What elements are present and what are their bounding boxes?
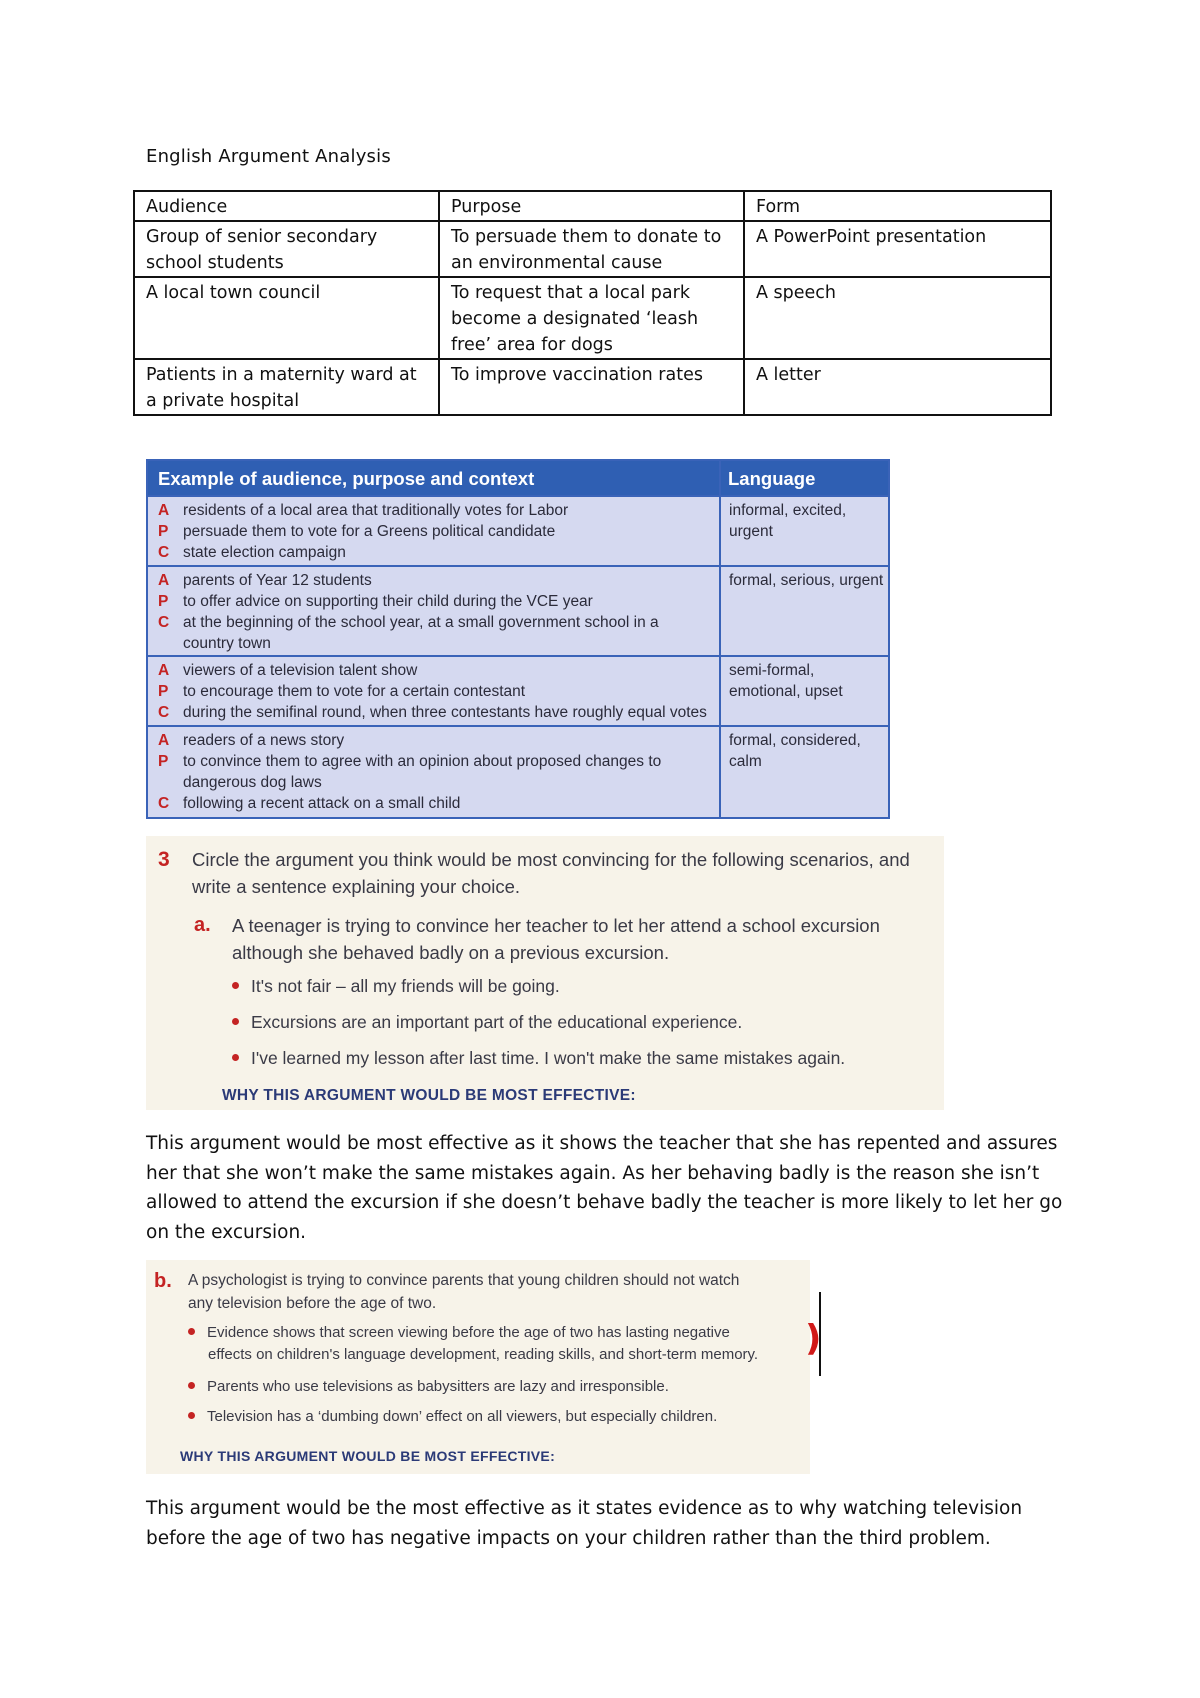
table-header-row xyxy=(134,191,1051,221)
scenario-b-line2: any television before the age of two. xyxy=(188,1295,437,1312)
bullet-dot-icon xyxy=(188,1412,195,1419)
apc-line-text: viewers of a television talent show xyxy=(183,662,418,679)
argument-option[interactable] xyxy=(188,1376,669,1398)
apc-letter: C xyxy=(158,544,170,561)
exercise-3b-image xyxy=(146,1260,810,1474)
argument-option[interactable] xyxy=(232,1012,742,1033)
apc-line xyxy=(158,660,713,681)
apc-table-header xyxy=(148,461,888,495)
apc-language-cell: formal, considered, calm xyxy=(729,732,861,770)
apc-line xyxy=(158,730,713,751)
scenario-b-line1: A psychologist is trying to convince parents that young children should not watch xyxy=(188,1272,740,1289)
exercise-3a-image xyxy=(146,836,944,1110)
argument-option-text: Evidence shows that screen viewing before the age of two has lasting negative xyxy=(207,1324,730,1341)
table-row xyxy=(134,221,1051,277)
apc-header-right: Language xyxy=(728,468,816,489)
apc-line xyxy=(158,570,713,591)
apc-language-cell: formal, serious, urgent xyxy=(729,572,884,589)
bullet-dot-icon xyxy=(188,1328,195,1335)
audience-cell: Patients in a maternity ward at a private hospital xyxy=(134,359,439,415)
apc-line-text: to offer advice on supporting their child during the VCE year xyxy=(183,593,593,610)
argument-option[interactable] xyxy=(232,976,560,997)
apc-row xyxy=(148,565,888,657)
why-effective-label: WHY THIS ARGUMENT WOULD BE MOST EFFECTIVE: xyxy=(180,1448,556,1464)
header-form: Form xyxy=(744,191,1051,221)
bullet-dot-icon xyxy=(188,1382,195,1389)
apc-line-text: persuade them to vote for a Greens political candidate xyxy=(183,523,556,540)
apc-letter: P xyxy=(158,523,169,540)
apc-line xyxy=(158,681,713,702)
scenario-a-line1: A teenager is trying to convince her teacher to let her attend a school excursion xyxy=(232,915,880,936)
apc-language-cell: informal, excited, urgent xyxy=(729,502,847,540)
apc-line-text: following a recent attack on a small child xyxy=(183,795,461,812)
argument-option-text: Parents who use televisions as babysitters are lazy and irresponsible. xyxy=(207,1378,669,1395)
apc-line xyxy=(158,542,713,563)
argument-option[interactable] xyxy=(232,1048,845,1069)
audience-cell: Group of senior secondary school students xyxy=(134,221,439,277)
form-cell: A letter xyxy=(744,359,1051,415)
apc-line xyxy=(158,793,713,814)
apc-letter: P xyxy=(158,593,169,610)
argument-option[interactable] xyxy=(188,1322,730,1344)
answer-paragraph-b: This argument would be the most effective as it states evidence as to why watching television before the age of two has negative impacts on your children rather than the third problem. xyxy=(146,1498,1023,1549)
apc-language-cell: semi-formal, emotional, upset xyxy=(729,662,843,700)
apc-example-table-image xyxy=(146,459,890,819)
apc-letter: C xyxy=(158,795,170,812)
argument-option[interactable] xyxy=(188,1406,717,1428)
audience-cell: A local town council xyxy=(134,277,439,359)
scenario-b-letter: b. xyxy=(154,1270,172,1292)
apc-letter: P xyxy=(158,753,169,770)
table-row xyxy=(134,277,1051,359)
form-cell: A PowerPoint presentation xyxy=(744,221,1051,277)
apc-letter: A xyxy=(158,732,170,749)
apc-letter: P xyxy=(158,683,169,700)
apc-line xyxy=(158,521,713,542)
apc-line-text: to convince them to agree with an opinion about proposed changes to dangerous dog laws xyxy=(183,753,662,791)
apc-header-left: Example of audience, purpose and context xyxy=(158,468,535,489)
form-cell: A speech xyxy=(744,277,1051,359)
apc-line xyxy=(158,751,713,793)
apc-line xyxy=(158,702,713,723)
argument-option-text: Television has a ‘dumbing down’ effect on all viewers, but especially children. xyxy=(207,1408,718,1425)
apc-line-text: parents of Year 12 students xyxy=(183,572,372,589)
apc-line xyxy=(158,591,713,612)
answer-paragraph-a: This argument would be most effective as it shows the teacher that she has repented and assures her that she won’t make the same mistakes again. As her behaving badly is the reason she isn’t allowed to attend the excursion if she doesn’t behave badly the teacher is more likely to let her go on the excursion. xyxy=(146,1133,1063,1243)
apc-line-text: readers of a news story xyxy=(183,732,345,749)
apc-row xyxy=(148,725,888,819)
apc-line-text: at the beginning of the school year, at a small government school in a country town xyxy=(183,614,659,652)
argument-option-continued: effects on children's language development, reading skills, and short-term memory. xyxy=(208,1346,759,1363)
apc-letter: A xyxy=(158,502,170,519)
why-effective-label: WHY THIS ARGUMENT WOULD BE MOST EFFECTIVE: xyxy=(222,1087,636,1104)
argument-option-text: I've learned my lesson after last time. I won't make the same mistakes again. xyxy=(251,1048,846,1068)
table-row xyxy=(134,359,1051,415)
exercise-instruction-line2: write a sentence explaining your choice. xyxy=(192,876,521,897)
apc-line-text: state election campaign xyxy=(183,544,346,561)
scenario-a-line2: although she behaved badly on a previous excursion. xyxy=(232,942,670,963)
exercise-instruction-line1: Circle the argument you think would be most convincing for the following scenarios, and xyxy=(192,849,910,870)
apc-line-text: during the semifinal round, when three contestants have roughly equal votes xyxy=(183,704,707,721)
bullet-dot-icon xyxy=(232,982,239,989)
apc-row xyxy=(148,655,888,727)
header-purpose: Purpose xyxy=(439,191,744,221)
scenario-a-letter: a. xyxy=(194,914,211,936)
apc-line xyxy=(158,612,713,654)
apc-line-text: to encourage them to vote for a certain contestant xyxy=(183,683,526,700)
apc-letter: A xyxy=(158,662,170,679)
purpose-cell: To improve vaccination rates xyxy=(439,359,744,415)
bullet-dot-icon xyxy=(232,1054,239,1061)
argument-option-text: It's not fair – all my friends will be going. xyxy=(251,976,560,996)
selection-bracket-icon: ) xyxy=(805,1318,822,1359)
apc-letter: C xyxy=(158,614,170,631)
document-title: English Argument Analysis xyxy=(146,146,391,167)
audience-purpose-form-table xyxy=(133,190,1052,416)
apc-row xyxy=(148,495,888,567)
bullet-dot-icon xyxy=(232,1018,239,1025)
exercise-number: 3 xyxy=(158,848,170,871)
purpose-cell: To request that a local park become a designated ‘leash free’ area for dogs xyxy=(439,277,744,359)
purpose-cell: To persuade them to donate to an environmental cause xyxy=(439,221,744,277)
argument-option-text: Excursions are an important part of the educational experience. xyxy=(251,1012,743,1032)
apc-line-text: residents of a local area that traditionally votes for Labor xyxy=(183,502,569,519)
apc-letter: C xyxy=(158,704,170,721)
apc-line xyxy=(158,500,713,521)
apc-letter: A xyxy=(158,572,170,589)
header-audience: Audience xyxy=(134,191,439,221)
